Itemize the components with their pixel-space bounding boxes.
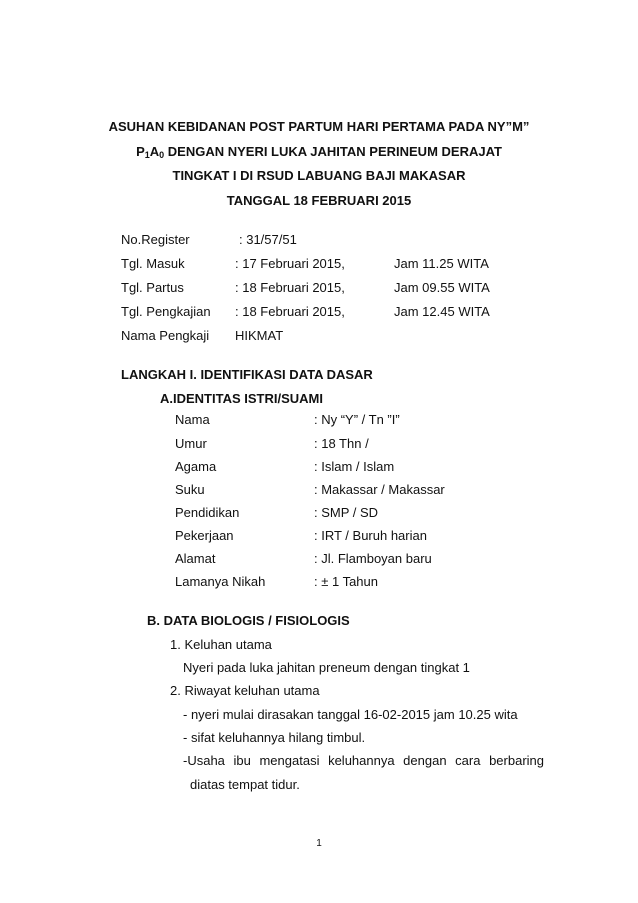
biologis-item-2-last-line: diatas tempat tidur.	[190, 777, 300, 792]
identitas-label: Pekerjaan	[175, 528, 234, 543]
identitas-label: Alamat	[175, 551, 216, 566]
section-heading-langkah: LANGKAH I. IDENTIFIKASI DATA DASAR	[121, 367, 373, 382]
register-label: Tgl. Masuk	[121, 256, 185, 271]
page-number: 1	[316, 838, 322, 849]
doc-title-line-2	[0, 144, 638, 159]
title-p-subscript: 1	[144, 150, 150, 160]
biologis-item-2-line: - nyeri mulai dirasakan tanggal 16-02-2015 jam 10.25 wita	[183, 707, 518, 722]
title-a: A	[149, 144, 160, 159]
subsection-heading-identitas: A.IDENTITAS ISTRI/SUAMI	[160, 391, 323, 406]
subsection-heading-biologis: B. DATA BIOLOGIS / FISIOLOGIS	[147, 613, 350, 628]
register-value: : 18 Februari 2015,	[235, 304, 345, 319]
register-label: Nama Pengkaji	[121, 328, 210, 343]
biologis-item-1-title: 1. Keluhan utama	[170, 637, 272, 652]
identitas-label: Umur	[175, 436, 207, 451]
biologis-item-2-title: 2. Riwayat keluhan utama	[170, 683, 320, 698]
biologis-item-2-line: - sifat keluhannya hilang timbul.	[183, 730, 366, 745]
title-a-subscript: 0	[159, 150, 165, 160]
register-value: HIKMAT	[235, 328, 284, 343]
register-label: No.Register	[121, 232, 190, 247]
identitas-label: Pendidikan	[175, 505, 240, 520]
identitas-value: : 18 Thn /	[314, 436, 369, 451]
identitas-value: : Jl. Flamboyan baru	[314, 551, 432, 566]
register-value: : 18 Februari 2015,	[235, 280, 345, 295]
identitas-label: Agama	[175, 459, 217, 474]
identitas-label: Nama	[175, 412, 210, 427]
biologis-item-2-justified-line: -Usaha ibu mengatasi keluhannya dengan cara berbaring	[183, 753, 544, 768]
doc-title-line-1: ASUHAN KEBIDANAN POST PARTUM HARI PERTAMA PADA NY”M”	[108, 119, 530, 134]
title-p: P	[136, 144, 145, 159]
identitas-value: : SMP / SD	[314, 505, 379, 520]
title-line-2-rest: DENGAN NYERI LUKA JAHITAN PERINEUM DERAJAT	[164, 144, 502, 159]
register-label: Tgl. Pengkajian	[121, 304, 211, 319]
identitas-value: : Makassar / Makassar	[314, 482, 445, 497]
register-value: : 31/57/51	[239, 232, 297, 247]
identitas-value: : Islam / Islam	[314, 459, 395, 474]
identitas-value: : IRT / Buruh harian	[314, 528, 427, 543]
identitas-value: : Ny “Y” / Tn ”I”	[314, 412, 400, 427]
register-time: Jam 11.25 WITA	[394, 256, 489, 271]
register-label: Tgl. Partus	[121, 280, 184, 295]
identitas-value: : ± 1 Tahun	[314, 574, 378, 589]
register-time: Jam 12.45 WITA	[394, 304, 490, 319]
register-time: Jam 09.55 WITA	[394, 280, 490, 295]
biologis-item-1-text: Nyeri pada luka jahitan preneum dengan tingkat 1	[183, 660, 470, 675]
identitas-label: Suku	[175, 482, 205, 497]
doc-title-line-4: TANGGAL 18 FEBRUARI 2015	[226, 193, 412, 208]
identitas-label: Lamanya Nikah	[175, 574, 266, 589]
doc-title-line-3: TINGKAT I DI RSUD LABUANG BAJI MAKASAR	[172, 168, 466, 183]
register-value: : 17 Februari 2015,	[235, 256, 345, 271]
